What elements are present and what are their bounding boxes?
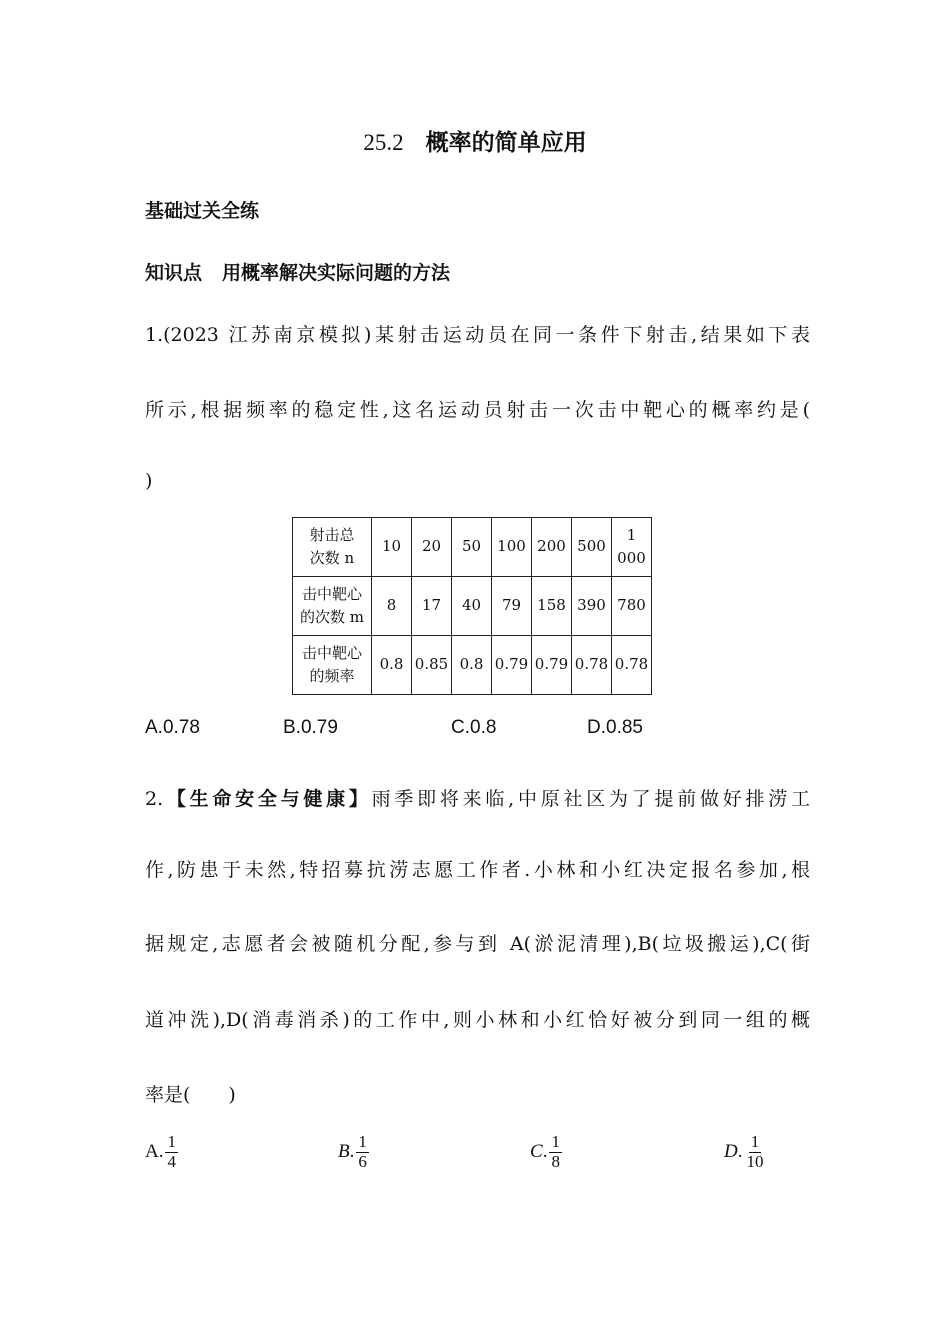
fraction-numerator: 1 [750,1132,760,1151]
table-cell: 0.78 [572,636,612,695]
table-cell: 0.8 [452,636,492,695]
q2-option-c[interactable] [530,1133,562,1171]
table-row [293,577,652,636]
q2-option-d[interactable] [724,1133,765,1171]
table-cell: 0.79 [532,636,572,695]
knowledge-point-name: 用概率解决实际问题的方法 [222,262,451,284]
q2-line-2: 作,防患于未然,特招募抗涝志愿工作者.小林和小红决定报名参加,根 [145,859,810,881]
table-cell: 10 [372,518,412,577]
table-cell: 390 [572,577,612,636]
table-cell [612,518,652,577]
q1-option-b[interactable]: B.0.79 [283,717,338,738]
q1-line-1: 1.(2023 江苏南京模拟)某射击运动员在同一条件下射击,结果如下表 [145,324,810,346]
table-cell: 500 [572,518,612,577]
q1-line-3: ) [145,470,153,492]
table-cell: 100 [492,518,532,577]
table-cell: 0.78 [612,636,652,695]
table-cell: 20 [412,518,452,577]
fraction-numerator: 1 [167,1132,176,1151]
q1-line-2: 所示,根据频率的稳定性,这名运动员射击一次击中靶心的概率约是( [145,399,810,421]
fraction-numerator: 1 [358,1132,367,1151]
option-letter: A. [145,1141,164,1163]
table-cell: 79 [492,577,532,636]
option-letter: C [530,1141,543,1163]
fraction-numerator: 1 [551,1132,560,1151]
table-cell: 40 [452,577,492,636]
table-cell: 50 [452,518,492,577]
table-cell: 200 [532,518,572,577]
table-cell: 8 [372,577,412,636]
wrapped-value: 1 000 [617,525,646,567]
fraction [356,1133,369,1171]
table-row-header: 击中靶心 的次数 m [293,577,372,636]
q2-number: 2. [145,788,164,810]
q2-topic-tag: 【生命安全与健康】 [163,788,372,810]
table-cell: 0.85 [412,636,452,695]
q2-line-3: 据规定,志愿者会被随机分配,参与到 A(淤泥清理),B(垃圾搬运),C(街 [145,933,810,955]
q2-line-4: 道冲洗),D(消毒消杀)的工作中,则小林和小红恰好被分到同一组的概 [145,1009,810,1031]
fraction [165,1133,178,1171]
section-title: 概率的简单应用 [425,129,587,156]
option-letter: D [724,1141,738,1163]
fraction-denominator: 6 [358,1151,367,1171]
fraction [549,1133,562,1171]
option-dot: . [737,1141,743,1163]
exercise-section-heading: 基础过关全练 [145,200,260,222]
table-cell: 780 [612,577,652,636]
q2-option-b[interactable] [338,1133,369,1171]
table-row-header: 射击总 次数 n [293,518,372,577]
knowledge-point-label: 知识点 [145,262,203,284]
shooting-results-table [292,517,652,695]
q1-option-d[interactable]: D.0.85 [587,717,643,738]
table-row-header: 击中靶心 的频率 [293,636,372,695]
q1-option-a[interactable]: A.0.78 [145,717,200,738]
fraction-denominator: 4 [167,1151,176,1171]
page-title [0,124,950,157]
q2-line-1 [145,784,810,811]
option-letter: B [338,1141,350,1163]
table-cell: 0.79 [492,636,532,695]
table-cell: 158 [532,577,572,636]
table-cell: 17 [412,577,452,636]
option-dot: . [349,1141,355,1163]
option-dot: . [542,1141,548,1163]
q2-option-a[interactable] [145,1133,178,1171]
q1-option-c[interactable]: C.0.8 [451,717,497,738]
table-row [293,636,652,695]
fraction [744,1133,765,1171]
fraction-denominator: 8 [551,1151,560,1171]
table-row [293,518,652,577]
table-cell: 0.8 [372,636,412,695]
q2-line-1-text: 雨季即将来临,中原社区为了提前做好排涝工 [371,788,810,810]
fraction-denominator: 10 [746,1151,764,1171]
q2-line-5: 率是( ) [145,1084,236,1106]
section-number: 25.2 [363,130,404,155]
knowledge-point-heading [145,258,450,285]
